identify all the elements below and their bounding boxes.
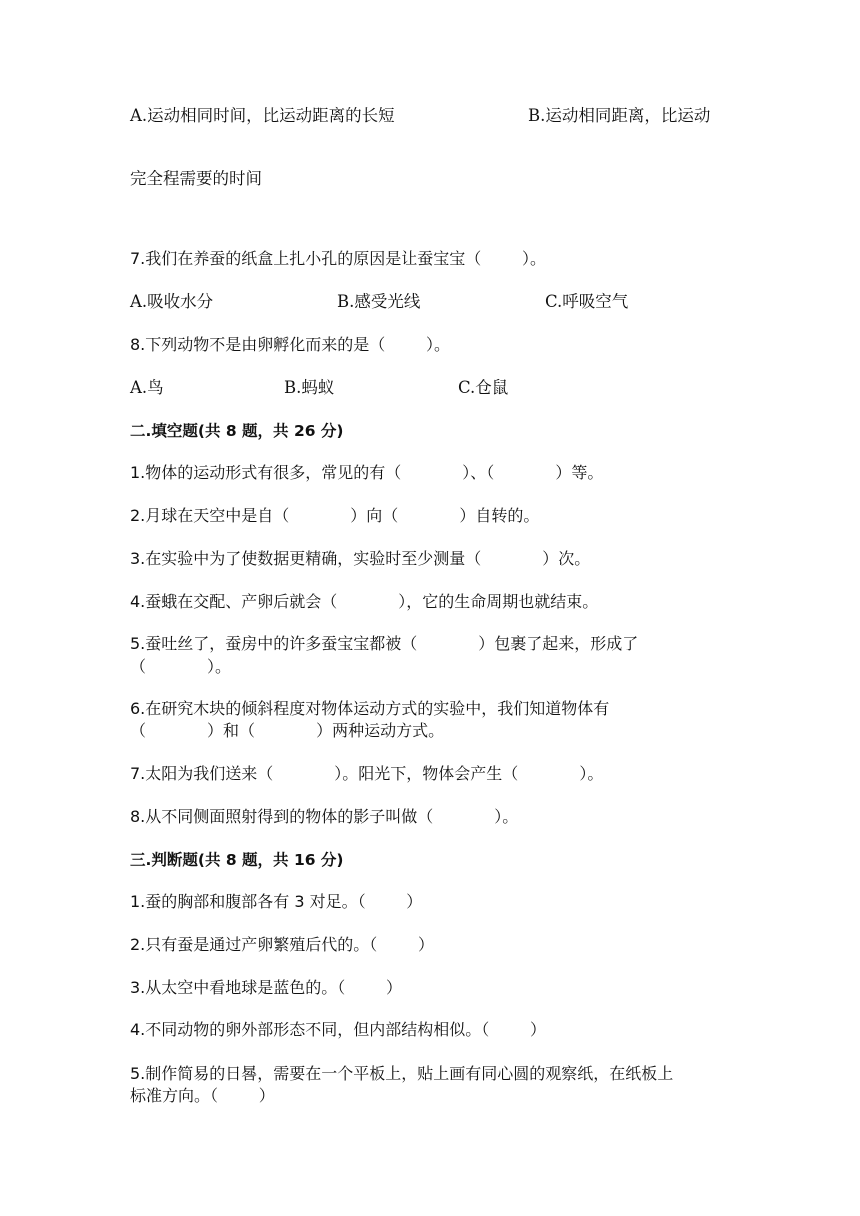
fill-question-4: 4.蚕蛾在交配、产卵后就会（ ），它的生命周期也就结束。 (130, 592, 599, 611)
fill-question-1: 1.物体的运动形式有很多，常见的有（ ）、（ ）等。 (130, 463, 604, 482)
judge-question-5-cont: 标准方向。（ ） (130, 1086, 275, 1105)
option-b-continuation: 完全程需要的时间 (130, 169, 262, 188)
fill-question-6: 6.在研究木块的倾斜程度对物体运动方式的实验中，我们知道物体有 (130, 699, 610, 718)
section-judge-heading: 三.判断题(共 8 题，共 16 分) (130, 851, 344, 869)
fill-question-5-cont: （ ）。 (130, 657, 232, 676)
judge-question-2: 2.只有蚕是通过产卵繁殖后代的。（ ） (130, 935, 434, 954)
judge-question-1: 1.蚕的胸部和腹部各有 3 对足。（ ） (130, 892, 423, 911)
judge-question-4: 4.不同动物的卵外部形态不同，但内部结构相似。（ ） (130, 1020, 546, 1039)
fill-question-7: 7.太阳为我们送来（ ）。阳光下，物体会产生（ ）。 (130, 764, 604, 783)
question-7: 7.我们在养蚕的纸盒上扎小孔的原因是让蚕宝宝（ ）。 (130, 249, 546, 268)
judge-question-3: 3.从太空中看地球是蓝色的。（ ） (130, 978, 402, 997)
fill-question-8: 8.从不同侧面照射得到的物体的影子叫做（ ）。 (130, 807, 519, 826)
fill-question-3: 3.在实验中为了使数据更精确，实验时至少测量（ ）次。 (130, 549, 591, 568)
question-7-option-c: C.呼吸空气 (545, 292, 629, 311)
fill-question-5: 5.蚕吐丝了，蚕房中的许多蚕宝宝都被（ ）包裹了起来，形成了 (130, 634, 639, 653)
option-b-line: B.运动相同距离，比运动 (528, 106, 711, 125)
question-8: 8.下列动物不是由卵孵化而来的是（ ）。 (130, 335, 450, 354)
fill-question-2: 2.月球在天空中是自（ ）向（ ）自转的。 (130, 506, 540, 525)
question-8-option-b: B.蚂蚁 (284, 378, 335, 397)
judge-question-5: 5.制作简易的日晷，需要在一个平板上，贴上画有同心圆的观察纸，在纸板上 (130, 1064, 674, 1083)
question-7-option-a: A.吸收水分 (130, 292, 214, 311)
question-8-option-a: A.鸟 (130, 378, 164, 397)
option-a-line: A.运动相同时间，比运动距离的长短 (130, 106, 395, 125)
section-fill-in-heading: 二.填空题(共 8 题，共 26 分) (130, 422, 344, 440)
question-8-option-c: C.仓鼠 (458, 378, 509, 397)
fill-question-6-cont: （ ）和（ ）两种运动方式。 (130, 721, 445, 740)
question-7-option-b: B.感受光线 (337, 292, 421, 311)
